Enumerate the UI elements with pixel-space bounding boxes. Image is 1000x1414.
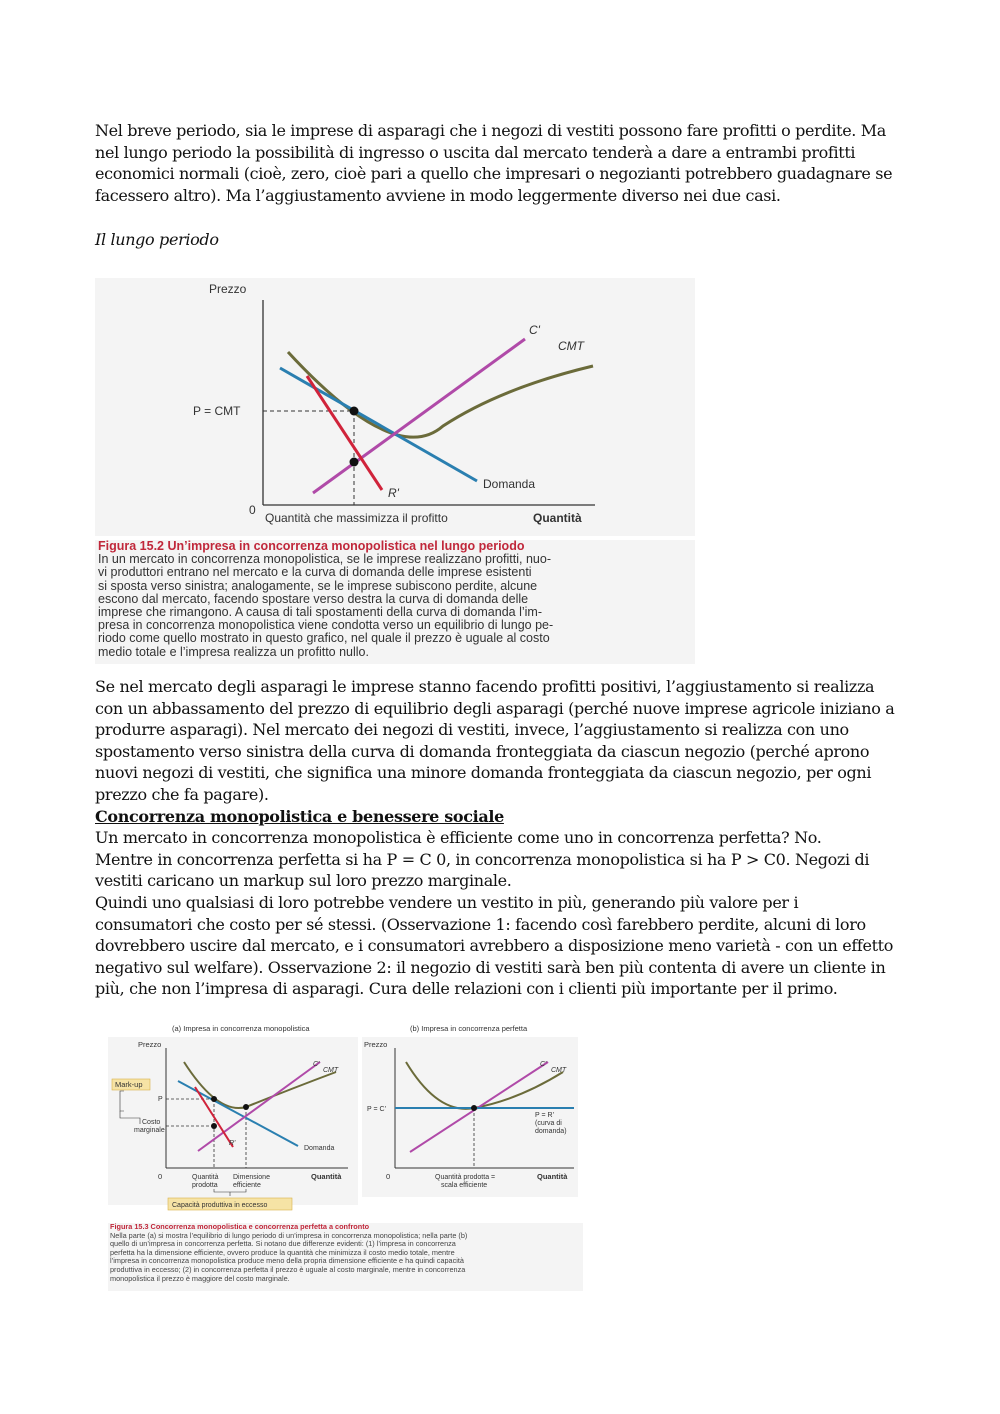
panel-b-pr-label: P = R' [535, 1112, 554, 1119]
panel-b-quantity-label-1: Quantità prodotta = [435, 1174, 496, 1181]
caption-title: Figura 15.2 Un’impresa in concorrenza monopolistica nel lungo periodo [98, 539, 525, 553]
panel-b-quantity-label-2: scala efficiente [441, 1182, 488, 1189]
panel-a-mc-point [211, 1123, 217, 1129]
text-line: Nel breve periodo, sia le imprese di asparagi che i negozi di vestiti possono fare profitti o perdite. Ma [95, 121, 887, 140]
caption-line: vi produttori entrano nel mercato e la curva di domanda delle imprese esistenti [98, 565, 532, 580]
caption-title: Figura 15.3 Concorrenza monopolistica e concorrenza perfetta a confronto [110, 1222, 370, 1231]
costo-marginale-label-2: marginale [134, 1127, 165, 1134]
caption-line: perfetta ha la dimensione efficiente, ovvero produce la quantità che minimizza il costo medio totale, mentre [110, 1247, 455, 1257]
panel-a-c-label: C' [313, 1061, 320, 1068]
panel-a-origin: 0 [158, 1172, 163, 1181]
text-line: produrre asparagi). Nel mercato dei negozi di vestiti, invece, l’aggiustamento si realizza con uno [95, 720, 849, 740]
figure-15-2-caption [95, 540, 695, 664]
text-line: dovrebbero uscire dal mercato, e i consumatori avrebbero a disposizione meno varietà - con un effetto [95, 936, 894, 956]
quantity-max-profit-label: Quantità che massimizza il profitto [265, 511, 448, 525]
panel-a-title: (a) Impresa in concorrenza monopolistica [172, 1024, 310, 1033]
panel-b-pr-label-2: (curva di [535, 1120, 562, 1127]
text-line: Un mercato in concorrenza monopolistica è efficiente come uno in concorrenza perfetta? No. [95, 828, 822, 848]
text-line: facessero altro). Ma l’aggiustamento avviene in modo leggermente diverso nei due casi. [95, 185, 781, 205]
demand-label: Domanda [483, 477, 536, 491]
text-line: economici normali (cioè, zero, cioè pari a quello che impresari o negozianti potrebbero guadagnare se [95, 164, 893, 184]
adjustment-paragraph [95, 676, 910, 1000]
quantity-produced-label-1: Quantità [192, 1174, 219, 1181]
welfare-heading: Concorrenza monopolistica e benessere sociale [95, 806, 504, 826]
text-line: consumatori che costo per sé stessi. (Osservazione 1: facendo così farebbero perdite, alcuni di loro [95, 914, 866, 934]
text-line: con un abbassamento del prezzo di equilibrio degli asparagi (perché nuove imprese agricole iniziano a [95, 698, 895, 718]
figure-15-2 [95, 278, 695, 666]
origin-label: 0 [249, 503, 256, 517]
panel-a-r-label: R' [229, 1140, 236, 1147]
panel-a-equilibrium-point [211, 1096, 217, 1102]
intro-paragraph [95, 120, 910, 206]
caption-line: presa in concorrenza monopolistica viene condotta verso un equilibrio di lungo pe- [98, 618, 554, 633]
caption-line: l’impresa in concorrenza monopolistica produce meno della propria dimensione efficiente e ha quindi capacità [110, 1256, 464, 1266]
text-line: nel lungo periodo la possibilità di ingresso o uscita dal mercato tenderà a dare a entrambi profitti [95, 142, 856, 162]
caption-line: escono dal mercato, facendo spostare verso destra la curva di domanda delle [98, 591, 529, 606]
panel-a-x-label: Quantità [311, 1172, 342, 1181]
figure-15-3-graphs [108, 1020, 583, 1218]
section-title: Il lungo periodo [95, 230, 219, 249]
text-line: Quindi uno qualsiasi di loro potrebbe vendere un vestito in più, generando più valore per i [95, 892, 799, 912]
caption-line: medio totale e l’impresa realizza un profitto nullo. [98, 644, 369, 659]
text-line: Se nel mercato degli asparagi le imprese stanno facendo profitti positivi, l’aggiustamento si realizza [95, 677, 875, 696]
markup-label: Mark-up [115, 1080, 143, 1089]
panel-a-y-label: Prezzo [138, 1040, 162, 1049]
panel-b-title: (b) Impresa in concorrenza perfetta [410, 1024, 528, 1033]
panel-b-cmt-label: CMT [551, 1067, 567, 1074]
text-line: spostamento verso sinistra della curva di domanda fronteggiata da ciascun negozio (perché aprono [95, 741, 870, 761]
figure-15-3 [108, 1020, 583, 1292]
efficient-size-label-1: Dimensione [233, 1174, 270, 1181]
panel-b-pc-label: P = C' [367, 1106, 386, 1113]
caption-line: quello di un’impresa in concorrenza perfetta. Si notano due differenze evidenti: (1) l’impresa in concorrenza [110, 1239, 456, 1249]
caption-line: imprese che rimangono. A causa di tali spostamenti della curva di domanda l’im- [98, 605, 542, 620]
panel-b-c-label: C' [540, 1061, 547, 1068]
text-line: nuovi negozi di vestiti, che significa una minore domanda fronteggiata da ciascun negozio, per ogni [95, 763, 872, 783]
panel-b-equilibrium-point [471, 1105, 477, 1111]
panel-b-y-label: Prezzo [364, 1040, 388, 1049]
efficient-size-label-2: efficiente [233, 1182, 261, 1189]
caption-line: produttiva in eccesso; (2) in concorrenza perfetta il prezzo è uguale al costo marginale, mentre in concorrenza [110, 1264, 466, 1274]
figure-15-2-graph [95, 278, 695, 536]
panel-b-origin: 0 [386, 1172, 391, 1181]
caption-line: monopolistica il prezzo è maggiore del costo marginale. [110, 1273, 290, 1283]
quantity-produced-label-2: prodotta [192, 1182, 218, 1189]
caption-line: Nella parte (a) si mostra l’equilibrio di lungo periodo di un’impresa in concorrenza monopolistica; nella parte (b) [110, 1230, 468, 1240]
mc-label: C' [529, 323, 540, 337]
price-p-label: P [158, 1096, 163, 1103]
costo-marginale-label-1: Costo [142, 1119, 161, 1126]
panel-a-demand-label: Domanda [304, 1145, 335, 1152]
panel-b-pr-label-3: domanda) [535, 1128, 567, 1135]
caption-line: si sposta verso sinistra; analogamente, se le imprese subiscono perdite, alcune [98, 578, 538, 593]
price-equals-cmt-label: P = CMT [193, 404, 241, 418]
x-axis-label: Quantità [533, 511, 582, 525]
equilibrium-point [350, 407, 359, 416]
mr-label: R' [388, 486, 399, 500]
text-line: più, che non l’impresa di asparagi. Cura delle relazioni con i clienti più importante per il primo. [95, 979, 838, 999]
panel-a-efficient-point [243, 1104, 249, 1110]
cmt-label: CMT [558, 339, 584, 353]
caption-line: In un mercato in concorrenza monopolistica, se le imprese realizzano profitti, nuo- [98, 552, 551, 567]
y-axis-label: Prezzo [209, 282, 247, 296]
text-line: Mentre in concorrenza perfetta si ha P = C 0, in concorrenza monopolistica si ha P > C0. Negozi di [95, 849, 870, 869]
panel-a-cmt-label: CMT [323, 1067, 339, 1074]
text-line: negativo sul welfare). Osservazione 2: il negozio di vestiti sarà ben più contenta di avere un cliente in [95, 957, 886, 977]
text-line: vestiti caricano un markup sul loro prezzo marginale. [95, 871, 512, 891]
excess-capacity-label: Capacità produttiva in eccesso [172, 1202, 268, 1209]
text-line: prezzo che fa pagare). [95, 784, 269, 804]
mr-mc-point [350, 458, 359, 467]
caption-line: riodo come quello mostrato in questo grafico, nel quale il prezzo è uguale al costo [98, 631, 550, 646]
panel-b-x-label: Quantità [537, 1172, 568, 1181]
figure-15-3-caption [108, 1223, 583, 1291]
